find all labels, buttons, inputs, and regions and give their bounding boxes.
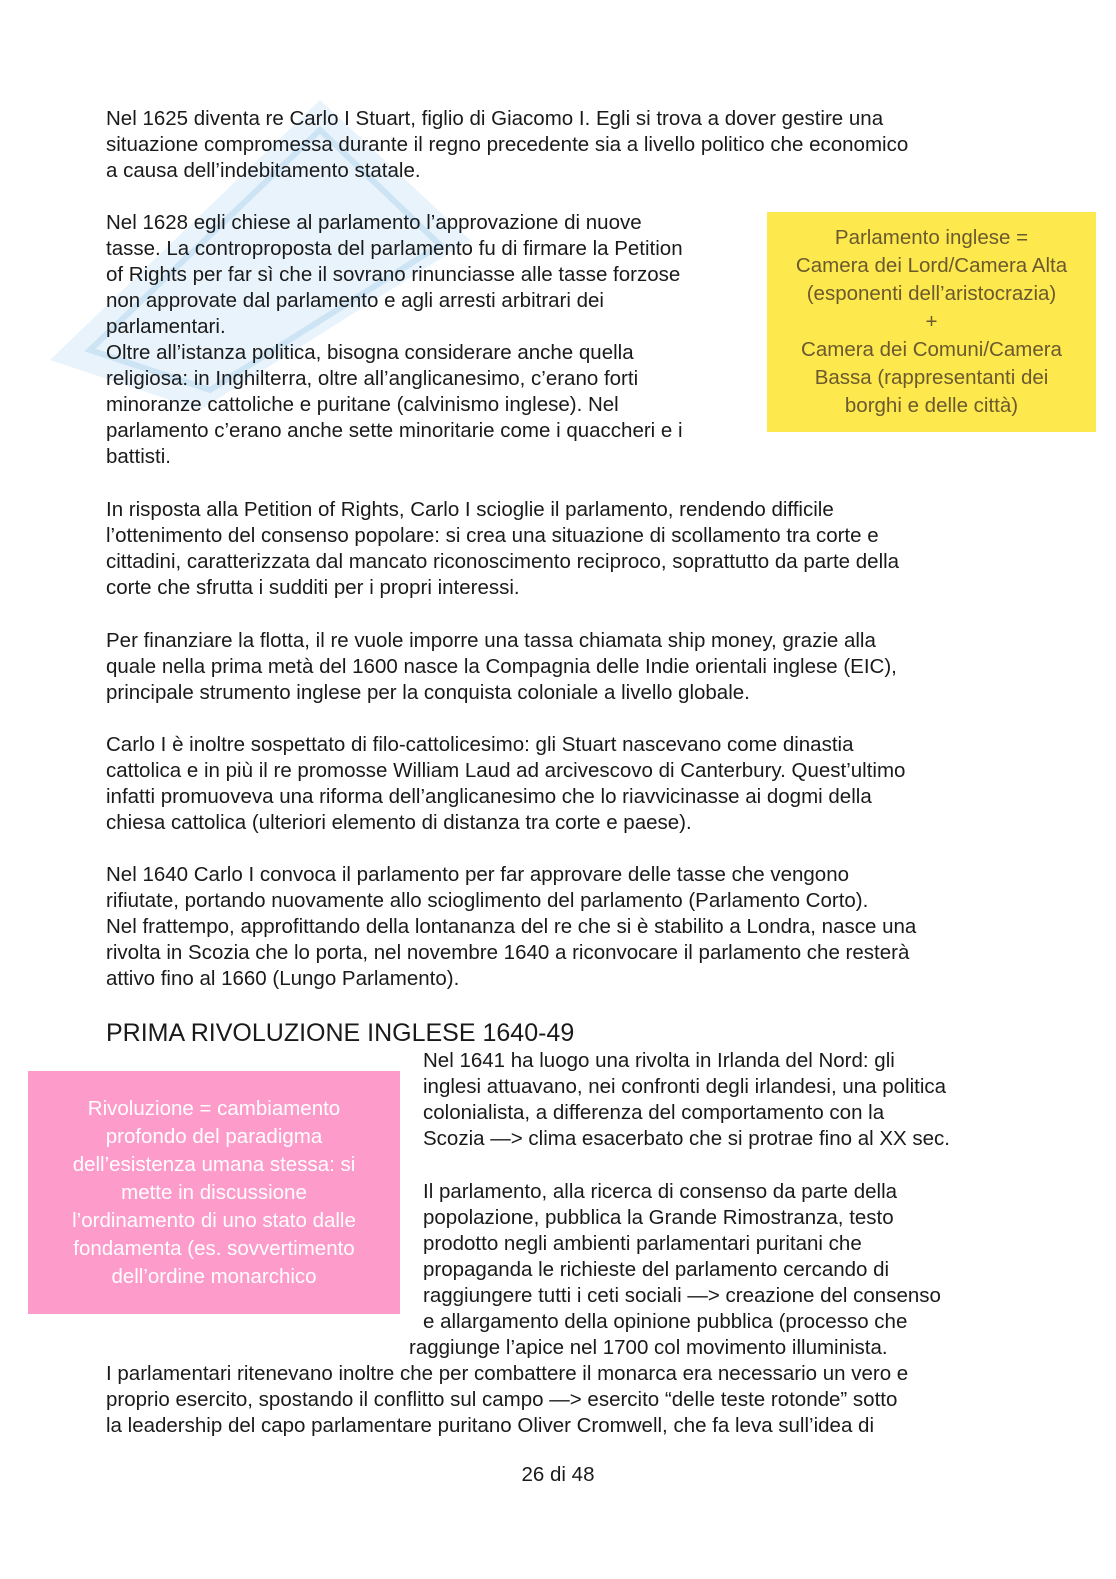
text-line: In risposta alla Petition of Rights, Carlo I scioglie il parlamento, rendendo difficile xyxy=(106,498,834,521)
note-line: Bassa (rappresentanti dei xyxy=(814,366,1049,389)
paragraph-carlo-stuart xyxy=(106,106,908,184)
text-line: propaganda le richieste del parlamento cercando di xyxy=(423,1258,890,1281)
text-line: l’ottenimento del consenso popolare: si crea una situazione di scollamento tra corte e xyxy=(106,524,879,547)
text-line: Nel 1625 diventa re Carlo I Stuart, figlio di Giacomo I. Egli si trova a dover gestire una xyxy=(106,107,884,130)
paragraph-grande-rimostranza-end xyxy=(409,1335,888,1361)
text-line: rivolta in Scozia che lo porta, nel novembre 1640 a riconvocare il parlamento che resterà xyxy=(106,941,910,964)
text-line: I parlamentari ritenevano inoltre che per combattere il monarca era necessario un vero e xyxy=(106,1362,909,1385)
text-line: infatti promuoveva una riforma dell’anglicanesimo che lo riavvicinasse ai dogmi della xyxy=(106,785,872,808)
text-line: non approvate dal parlamento e agli arresti arbitrari dei xyxy=(106,289,604,312)
text-line: attivo fino al 1660 (Lungo Parlamento). xyxy=(106,967,460,990)
text-line: e allargamento della opinione pubblica (processo che xyxy=(423,1310,908,1333)
text-line: religiosa: in Inghilterra, oltre all’anglicanesimo, c’erano forti xyxy=(106,367,639,390)
paragraph-grande-rimostranza xyxy=(423,1179,941,1335)
paragraph-scioglimento xyxy=(106,497,899,601)
text-line: Nel 1641 ha luogo una rivolta in Irlanda del Nord: gli xyxy=(423,1049,895,1072)
text-line: Nel 1640 Carlo I convoca il parlamento per far approvare delle tasse che vengono xyxy=(106,863,849,886)
note-line: Parlamento inglese = xyxy=(834,226,1029,249)
note-line: l’ordinamento di uno stato dalle xyxy=(72,1208,356,1232)
text-line: of Rights per far sì che il sovrano rinunciasse alle tasse forzose xyxy=(106,263,681,286)
note-box-rivoluzione xyxy=(28,1071,400,1314)
text-line: raggiungere tutti i ceti sociali —> creazione del consenso xyxy=(423,1284,941,1307)
text-line: la leadership del capo parlamentare puritano Oliver Cromwell, che fa leva sull’idea di xyxy=(106,1414,875,1437)
text-line: cittadini, caratterizzata dal mancato riconoscimento reciproco, soprattutto da parte della xyxy=(106,550,900,573)
text-line: raggiunge l’apice nel 1700 col movimento illuminista. xyxy=(409,1336,888,1359)
text-line: corte che sfrutta i sudditi per i propri interessi. xyxy=(106,576,520,599)
note-box-parlamento xyxy=(767,212,1096,432)
note-line: borghi e delle città) xyxy=(844,394,1019,417)
text-line: tasse. La controproposta del parlamento fu di firmare la Petition xyxy=(106,237,683,260)
paragraph-irlanda xyxy=(423,1048,950,1152)
text-line: Per finanziare la flotta, il re vuole imporre una tassa chiamata ship money, grazie alla xyxy=(106,629,876,652)
text-line: inglesi attuavano, nei confronti degli irlandesi, una politica xyxy=(423,1075,947,1098)
text-line: rifiutate, portando nuovamente allo scioglimento del parlamento (Parlamento Corto). xyxy=(106,889,869,912)
text-line: Nel 1628 egli chiese al parlamento l’approvazione di nuove xyxy=(106,211,642,234)
paragraph-parlamento-corto xyxy=(106,862,916,992)
note-line: fondamenta (es. sovvertimento xyxy=(73,1236,355,1260)
page-number: 26 di 48 xyxy=(521,1463,595,1486)
text-line: Nel frattempo, approfittando della lontananza del re che si è stabilito a Londra, nasce una xyxy=(106,915,917,938)
text-line: popolazione, pubblica la Grande Rimostranza, testo xyxy=(423,1206,894,1229)
note-line: dell’esistenza umana stessa: si xyxy=(72,1152,356,1176)
section-heading: PRIMA RIVOLUZIONE INGLESE 1640-49 xyxy=(106,1019,575,1047)
note-line: Camera dei Lord/Camera Alta xyxy=(795,254,1068,277)
paragraph-ship-money xyxy=(106,628,897,706)
text-line: a causa dell’indebitamento statale. xyxy=(106,159,421,182)
text-line: principale strumento inglese per la conquista coloniale a livello globale. xyxy=(106,681,750,704)
text-line: prodotto negli ambienti parlamentari puritani che xyxy=(423,1232,862,1255)
note-line: profondo del paradigma xyxy=(105,1124,323,1148)
text-line: parlamentari. xyxy=(106,315,226,338)
note-line: + xyxy=(925,310,938,333)
note-line: dell’ordine monarchico xyxy=(111,1264,317,1288)
text-line: minoranze cattoliche e puritane (calvinismo inglese). Nel xyxy=(106,393,619,416)
note-line: Rivoluzione = cambiamento xyxy=(87,1096,341,1120)
text-line: Carlo I è inoltre sospettato di filo-cattolicesimo: gli Stuart nascevano come dinastia xyxy=(106,733,854,756)
note-line: mette in discussione xyxy=(121,1180,307,1204)
text-line: battisti. xyxy=(106,445,171,468)
text-line: Il parlamento, alla ricerca di consenso da parte della xyxy=(423,1180,898,1203)
text-line: cattolica e in più il re promosse William Laud ad arcivescovo di Canterbury. Quest’ultimo xyxy=(106,759,906,782)
text-line: Scozia —> clima esacerbato che si protrae fino al XX sec. xyxy=(423,1127,950,1150)
note-line: (esponenti dell’aristocrazia) xyxy=(806,282,1057,305)
text-line: quale nella prima metà del 1600 nasce la Compagnia delle Indie orientali inglese (EIC), xyxy=(106,655,897,678)
text-line: chiesa cattolica (ulteriori elemento di distanza tra corte e paese). xyxy=(106,811,692,834)
text-line: Oltre all’istanza politica, bisogna considerare anche quella xyxy=(106,341,634,364)
text-line: proprio esercito, spostando il conflitto sul campo —> esercito “delle teste rotonde” sotto xyxy=(106,1388,898,1411)
text-line: parlamento c’erano anche sette minoritarie come i quaccheri e i xyxy=(106,419,683,442)
text-line: colonialista, a differenza del comportamento con la xyxy=(423,1101,885,1124)
paragraph-petition-of-rights xyxy=(106,210,683,470)
text-line: situazione compromessa durante il regno precedente sia a livello politico che economico xyxy=(106,133,909,156)
paragraph-filo-cattolicesimo xyxy=(106,732,905,836)
paragraph-esercito-cromwell xyxy=(106,1361,908,1439)
note-line: Camera dei Comuni/Camera xyxy=(801,338,1062,361)
